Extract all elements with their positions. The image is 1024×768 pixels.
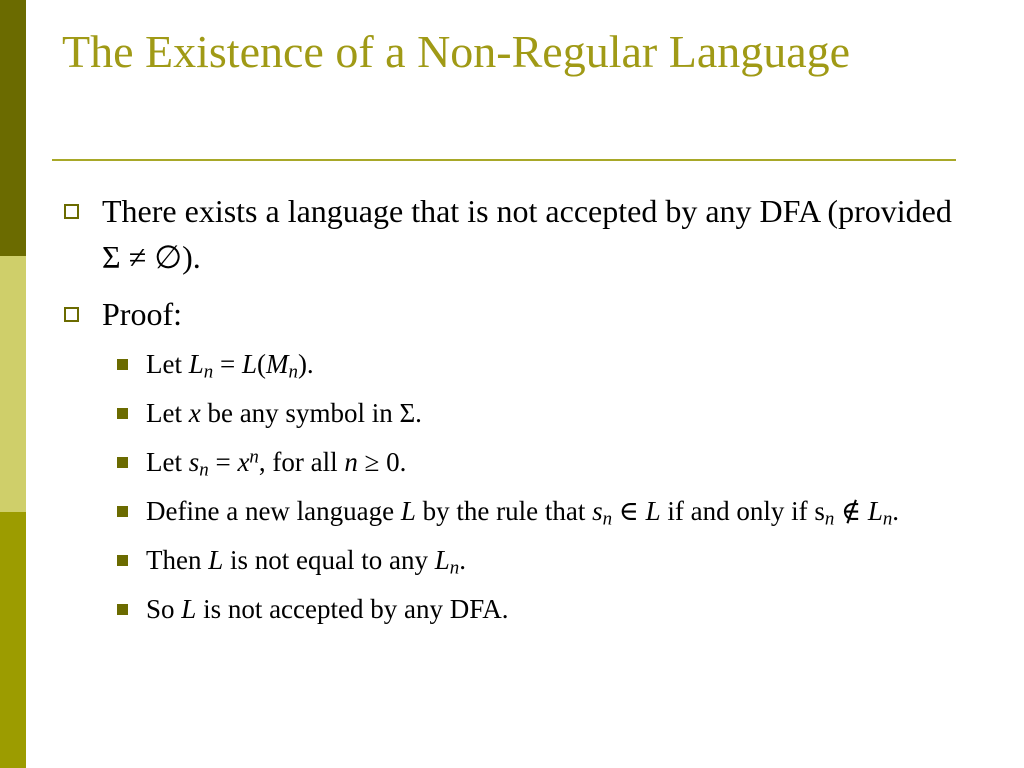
text: ∉ xyxy=(834,496,868,526)
text: Define a new language xyxy=(146,496,401,526)
text: So xyxy=(146,594,182,624)
text: Let xyxy=(146,447,189,477)
math-var: L xyxy=(241,349,257,379)
text: = xyxy=(213,349,242,379)
filled-square-bullet-icon xyxy=(117,555,128,566)
proof-step-2 xyxy=(62,393,962,433)
text: . xyxy=(459,545,466,575)
math-var: L xyxy=(400,496,416,526)
math-var: L xyxy=(188,349,204,379)
math-var: s xyxy=(188,447,200,477)
math-var: x xyxy=(237,447,250,477)
bullet-text: There exists a language that is not accepted by any DFA (provided Σ ≠ ∅). xyxy=(102,193,952,275)
bullet-proof xyxy=(62,291,962,337)
text: , for all xyxy=(258,447,345,477)
proof-step-4 xyxy=(62,491,962,531)
title-divider xyxy=(52,159,956,161)
filled-square-bullet-icon xyxy=(117,506,128,517)
math-var: n xyxy=(344,447,358,477)
math-subscript: n xyxy=(288,361,298,383)
text: ∈ xyxy=(612,496,646,526)
math-subscript: n xyxy=(203,361,214,383)
math-subscript: n xyxy=(449,557,460,579)
text: = xyxy=(208,447,238,477)
hollow-square-bullet-icon xyxy=(64,204,79,219)
filled-square-bullet-icon xyxy=(117,359,128,370)
text: Let xyxy=(146,398,189,428)
math-subscript: n xyxy=(602,508,613,530)
text: is not accepted by any DFA. xyxy=(196,594,509,624)
slide-body xyxy=(62,188,962,638)
math-subscript: n xyxy=(824,508,835,530)
math-var: L xyxy=(181,594,197,624)
text: by the rule that xyxy=(415,496,593,526)
decorative-stripe-top xyxy=(0,0,26,256)
proof-step-1 xyxy=(62,344,962,384)
decorative-stripe-middle xyxy=(0,256,26,512)
proof-step-5 xyxy=(62,540,962,580)
text: . xyxy=(892,496,900,526)
text: Let xyxy=(146,349,189,379)
bullet-existence xyxy=(62,188,962,280)
math-var: L xyxy=(208,545,224,575)
math-var: L xyxy=(867,496,883,526)
text: ). xyxy=(297,349,314,379)
proof-step-3 xyxy=(62,442,962,482)
filled-square-bullet-icon xyxy=(117,604,128,615)
math-var: s xyxy=(592,496,603,526)
text: is not equal to any xyxy=(223,545,435,575)
math-superscript: n xyxy=(249,446,259,468)
math-var: L xyxy=(434,545,450,575)
proof-steps xyxy=(62,344,962,629)
math-var: L xyxy=(645,496,661,526)
filled-square-bullet-icon xyxy=(117,408,128,419)
text: ≥ 0. xyxy=(357,447,407,477)
proof-step-6 xyxy=(62,589,962,629)
text: if and only if s xyxy=(660,496,825,526)
filled-square-bullet-icon xyxy=(117,457,128,468)
math-var: x xyxy=(188,398,201,428)
math-subscript: n xyxy=(882,508,893,530)
text: ( xyxy=(256,349,266,379)
hollow-square-bullet-icon xyxy=(64,307,79,322)
slide-title: The Existence of a Non-Regular Language xyxy=(62,26,851,77)
text: Then xyxy=(146,545,209,575)
math-var: M xyxy=(265,349,289,379)
bullet-text: Proof: xyxy=(102,296,182,332)
text: be any symbol in Σ. xyxy=(200,398,422,428)
decorative-stripe-bottom xyxy=(0,512,26,768)
math-subscript: n xyxy=(199,459,209,481)
